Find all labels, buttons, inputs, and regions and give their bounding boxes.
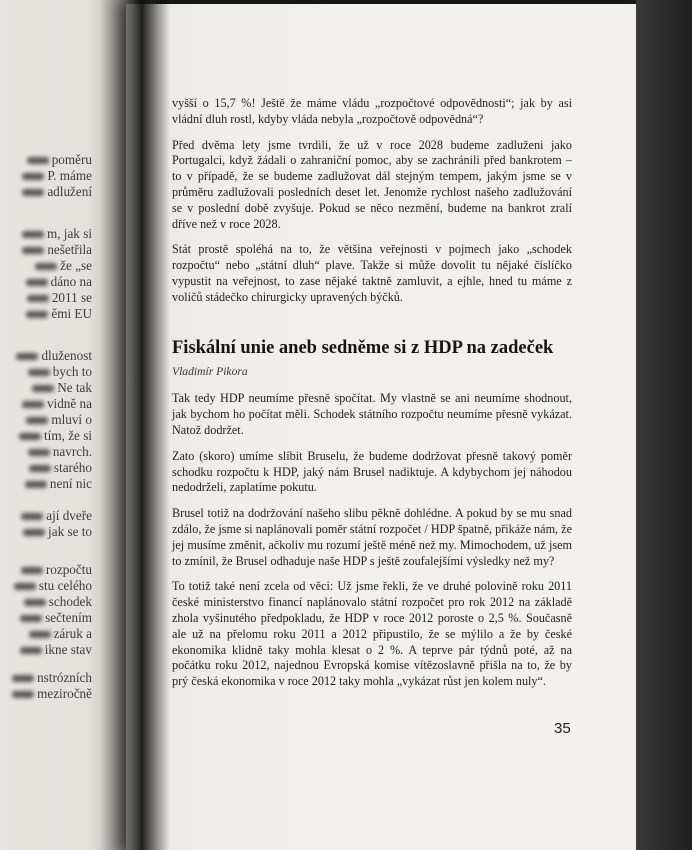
previous-page-fragment: ají dveře [46, 508, 92, 523]
previous-page-fragment: adlužení [47, 184, 92, 199]
previous-page-line [0, 184, 92, 200]
previous-page-fragment: dluženost [41, 348, 92, 363]
previous-page-line [0, 274, 92, 290]
previous-page-fragment: poměru [51, 152, 92, 167]
previous-page-fragment: schodek [48, 594, 92, 609]
previous-page-fragment: že „se [60, 258, 92, 273]
previous-page-line [0, 412, 92, 428]
previous-page-fragment: ěmi EU [51, 306, 92, 321]
previous-page-fragment: tím, že si [44, 428, 92, 443]
previous-page-fragment: starého [53, 460, 92, 475]
previous-page-fragment: Ne tak [57, 380, 92, 395]
paragraph: Tak tedy HDP neumíme přesně spočítat. My vlastně se ani neumíme shodnout, jak bychom ho počítat měli. Schodek státního rozpočtu neumíme přesně vykázat. Natož dodržet. [172, 391, 572, 437]
previous-page-line [0, 242, 92, 258]
paragraph: Zato (skoro) umíme slíbit Bruselu, že budeme dodržovat přesně takový poměr schodku rozpočtu k HDP, jaký nám Brusel nadiktuje. A kdybychom jej náhodou nedodrželi, zaplatíme pokutu. [172, 448, 572, 495]
book-gutter-shadow [100, 0, 170, 850]
previous-page-fragment: rozpočtu [45, 562, 92, 577]
previous-page-fragment: záruk a [53, 626, 92, 641]
previous-page-fragment: m, jak si [46, 226, 92, 241]
previous-page-line [0, 562, 92, 578]
previous-page-line [0, 364, 92, 380]
previous-page-line [0, 168, 92, 184]
previous-page-fragment: 2011 se [51, 290, 92, 305]
previous-page-line [0, 428, 92, 444]
previous-page-line [0, 460, 92, 476]
previous-page-fragment: jak se to [48, 524, 92, 539]
page-content [172, 96, 572, 700]
previous-page-line [0, 476, 92, 492]
previous-page-line [0, 524, 92, 540]
paragraph: Stát prostě spoléhá na to, že většina veřejnosti v pojmech jako „schodek rozpočtu“ nebo „státní dluh“ plave. Takže si může dovolit tu nějaké číslíčko vypustit na veřejnost, to zase nějaké taktně zamluvit, a ejhle, hned tu máme z voličů stádečko chirurgicky upravených býčků. [172, 242, 572, 304]
paragraph: To totiž také není zcela od věci: Už jsme řekli, že ve druhé polovině roku 2011 české ministerstvo financí naplánovalo státní rozpočet pro rok 2012 na základě zhola vyšinutého předpokladu, že HDP v roce 2012 poroste o 2,5 %. Současně ale už na přelomu roku 2011 a 2012 připustilo, že se mýlilo a že by české ekonomika klidně taky mohla klesat o 2 %. A teprve pár týdnů poté, až na počátku roku 2012, najednou Evropská komise vítězoslavně přišla na to, že by prý česká ekonomika v roce 2012 taky mohla „vykázat růst jen kolem nuly“. [172, 579, 572, 689]
previous-page-line [0, 578, 92, 594]
previous-page-line [0, 670, 92, 686]
previous-page-line [0, 258, 92, 274]
previous-page-line [0, 626, 92, 642]
previous-page-line [0, 508, 92, 524]
previous-page-line [0, 380, 92, 396]
previous-page-fragment: dáno na [50, 274, 92, 289]
previous-page-fragment: nešetřila [47, 242, 92, 257]
previous-page-fragment: stu celého [38, 578, 92, 593]
author-name: Vladimír Pikora [172, 364, 248, 378]
previous-page-fragment: meziročně [37, 686, 92, 701]
previous-page-fragment: P. máme [47, 168, 92, 183]
previous-page-line [0, 610, 92, 626]
previous-page-fragment: ikne stav [44, 642, 92, 657]
scan-background [636, 0, 692, 850]
previous-page-line [0, 348, 92, 364]
previous-page-line [0, 152, 92, 168]
paragraph: vyšší o 15,7 %! Ještě že máme vládu „rozpočtové odpovědnosti“; jak by asi vládní dluh rostl, kdyby vláda nebyla „rozpočtově odpovědná“? [172, 96, 572, 126]
previous-page-line [0, 396, 92, 412]
previous-page-line [0, 444, 92, 460]
previous-page-fragment: navrch. [52, 444, 92, 459]
previous-page-line [0, 306, 92, 322]
section-title: Fiskální unie aneb sedněme si z HDP na zadeček [172, 337, 554, 358]
previous-page-fragment: nstrózních [37, 670, 92, 685]
previous-page-fragment: mluví o [51, 412, 92, 427]
previous-page-line [0, 594, 92, 610]
previous-page-fragment: není nic [49, 476, 92, 491]
previous-page-fragment: sečtením [45, 610, 92, 625]
previous-page-line [0, 642, 92, 658]
page-number: 35 [554, 720, 571, 737]
previous-page-line [0, 290, 92, 306]
book-page [126, 4, 636, 850]
previous-page-fragment: vidně na [46, 396, 92, 411]
paragraph: Brusel totiž na dodržování našeho slibu pěkně dohlédne. A pokud by se mu snad zdálo, že jsme si naplánovali poměr státní rozpočet / HDP špatně, přikáže nám, že jej musíme změnit, ačkoliv mu rozumí ještě méně než my. Mimochodem, už jsem to zmínil, že Brusel odhaduje naše HDP s ještě zoufalejšími výsledky než my? [172, 506, 572, 568]
previous-page-line [0, 226, 92, 242]
paragraph: Před dvěma lety jsme tvrdili, že už v roce 2028 budeme zadluženi jako Portugalci, když žádali o zahraniční pomoc, aby se zachránili před bankrotem – to v případě, že se budeme zadlužovat dál stejným tempem, jakým jsme se v průměru zadlužovali posledních deset let. Jenomže rychlost našeho zadlužování se v poslední době zvyšuje. Pokud se něco nezmění, budeme na bankrot zralí dříve než v roce 2028. [172, 137, 572, 231]
previous-page-fragment: bych to [52, 364, 92, 379]
previous-page-line [0, 686, 92, 702]
